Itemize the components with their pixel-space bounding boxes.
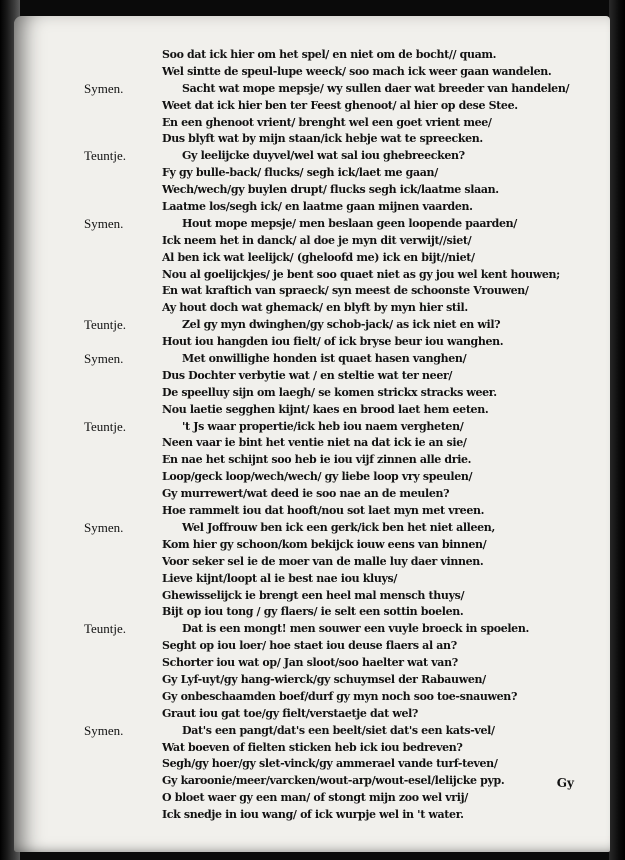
speaker-name: Teuntje. <box>84 418 127 434</box>
verse-text: Ghewisselijck ie brengt een heel mal mensch thuys/ <box>162 588 465 602</box>
verse-text: Neen vaar ie bint het ventie niet na dat ick ie an sie/ <box>162 436 467 450</box>
verse-text: Voor seker sel ie de moer van de malle luy daer vinnen. <box>162 554 484 568</box>
verse-line <box>14 688 610 705</box>
verse-line <box>14 130 610 147</box>
verse-text: Lieve kijnt/loopt al ie best nae iou kluys/ <box>162 571 398 585</box>
verse-text: Wel sintte de speul-lupe weeck/ soo mach ick weer gaan wandelen. <box>162 64 552 78</box>
verse-text: Sacht wat mope mepsje/ wy sullen daer wat breeder van handelen/ <box>182 81 570 95</box>
verse-line <box>14 536 610 553</box>
verse-text: Dat's een pangt/dat's een beelt/siet dat's een kats-vel/ <box>182 723 495 737</box>
verse-text: Kom hier gy schoon/kom bekijck iouw eens van binnen/ <box>162 537 487 551</box>
verse-line <box>14 147 610 164</box>
verse-line <box>14 114 610 131</box>
verse-text: En nae het schijnt soo heb ie iou vijf zinnen alle drie. <box>162 453 472 467</box>
verse-text: Al ben ick wat leelijck/ (gheloofd me) ick en bijt//niet/ <box>162 250 475 264</box>
verse-text: Gy onbeschaamden boef/durf gy myn noch soo toe-snauwen? <box>162 689 518 703</box>
verse-line <box>14 434 610 451</box>
verse-text: Wat boeven of fielten sticken heb ick iou bedreven? <box>162 740 463 754</box>
verse-text: Graut iou gat toe/gy fielt/verstaetje dat wel? <box>162 706 419 720</box>
verse-line <box>14 671 610 688</box>
verse-text: Gy Lyf-uyt/gy hang-wierck/gy schuymsel der Rabauwen/ <box>162 672 486 686</box>
verse-line <box>14 367 610 384</box>
speaker-name: Symen. <box>84 722 124 738</box>
verse-line <box>14 587 610 604</box>
verse-text: Schorter iou wat op/ Jan sloot/soo haelter wat van? <box>162 656 458 670</box>
verse-text: Gy karoonie/meer/varcken/wout-arp/wout-esel/lelijcke pyp. <box>162 774 505 788</box>
verse-line <box>14 282 610 299</box>
verse-line <box>14 299 610 316</box>
speaker-name: Teuntje. <box>84 148 127 164</box>
verse-line <box>14 333 610 350</box>
verse-line <box>14 553 610 570</box>
verse-text: Gy murrewert/wat deed ie soo nae an de meulen? <box>162 487 450 501</box>
verse-text: Hout iou hangden iou fielt/ of ick bryse beur iou wanghen. <box>162 335 504 349</box>
verse-line <box>14 722 610 739</box>
verse-text: Hout mope mepsje/ men beslaan geen loopende paarden/ <box>182 216 517 230</box>
verse-text: Laatme los/segh ick/ en laatme gaan mijnen vaarden. <box>162 200 473 214</box>
verse-line <box>14 755 610 772</box>
verse-line <box>14 620 610 637</box>
verse-line <box>14 789 610 806</box>
speaker-name: Teuntje. <box>84 621 127 637</box>
verse-line <box>14 316 610 333</box>
speaker-name: Teuntje. <box>84 317 127 333</box>
verse-text: Zel gy myn dwinghen/gy schob-jack/ as ick niet en wil? <box>182 318 501 332</box>
verse-line <box>14 164 610 181</box>
verse-line <box>14 46 610 63</box>
speaker-name: Symen. <box>84 351 124 367</box>
verse-line <box>14 350 610 367</box>
verse-line <box>14 63 610 80</box>
verse-text: Dus Dochter verbytie wat / en steltie wat ter neer/ <box>162 368 453 382</box>
verse-line <box>14 806 610 823</box>
verse-text: Hoe rammelt iou dat hooft/nou sot laet myn met vreen. <box>162 504 485 518</box>
verse-text: Met onwillighe honden ist quaet hasen vanghen/ <box>182 352 467 366</box>
verse-line <box>14 502 610 519</box>
book-page <box>14 16 610 852</box>
verse-text: O bloet waer gy een man/ of stongt mijn zoo wel vrij/ <box>162 791 468 805</box>
verse-line <box>14 705 610 722</box>
speaker-name: Symen. <box>84 519 124 535</box>
verse-text: De speelluy sijn om laegh/ se komen strickx stracks weer. <box>162 385 497 399</box>
verse-line <box>14 468 610 485</box>
verse-text: Bijt op iou tong / gy flaers/ ie selt een sottin boelen. <box>162 605 464 619</box>
verse-line <box>14 384 610 401</box>
verse-text: Weet dat ick hier ben ter Feest ghenoot/ al hier op dese Stee. <box>162 98 518 112</box>
page-edge-shadow <box>609 0 625 860</box>
verse-line <box>14 654 610 671</box>
verse-text: En een ghenoot vrient/ brenght wel een goet vrient mee/ <box>162 115 492 129</box>
verse-line <box>14 570 610 587</box>
verse-text: Gy leelijcke duyvel/wel wat sal iou ghebreecken? <box>182 149 465 163</box>
verse-text: Loop/geck loop/wech/wech/ gy liebe loop vry speulen/ <box>162 470 473 484</box>
verse-line <box>14 266 610 283</box>
speaker-name: Symen. <box>84 80 124 96</box>
verse-text: 't Js waar propertie/ick heb iou naem vergheten/ <box>182 419 464 433</box>
verse-text: Dus blyft wat by mijn staan/ick hebje wat te spreecken. <box>162 132 483 146</box>
verse-line <box>14 739 610 756</box>
verse-line <box>14 637 610 654</box>
verse-line <box>14 80 610 97</box>
verse-line <box>14 215 610 232</box>
verse-text: Fy gy bulle-back/ flucks/ segh ick/laet me gaan/ <box>162 166 438 180</box>
play-text <box>14 46 610 823</box>
verse-line <box>14 198 610 215</box>
verse-text: Nou al goelijckjes/ je bent soo quaet niet as gy jou wel kent houwen; <box>162 267 560 281</box>
verse-text: Soo dat ick hier om het spel/ en niet om de bocht// quam. <box>162 48 497 61</box>
verse-text: Seght op iou loer/ hoe staet iou deuse flaers al an? <box>162 639 457 653</box>
verse-line <box>14 232 610 249</box>
verse-line <box>14 97 610 114</box>
verse-line <box>14 418 610 435</box>
verse-text: En wat kraftich van spraeck/ syn meest de schoonste Vrouwen/ <box>162 284 529 298</box>
speaker-name: Symen. <box>84 215 124 231</box>
verse-line <box>14 485 610 502</box>
verse-line <box>14 772 610 789</box>
verse-text: Nou laetie segghen kijnt/ kaes en brood laet hem eeten. <box>162 402 489 416</box>
verse-text: Ay hout doch wat ghemack/ en blyft by myn hier stil. <box>162 301 468 315</box>
verse-line <box>14 401 610 418</box>
verse-text: Dat is een mongt! men souwer een vuyle broeck in spoelen. <box>182 622 529 636</box>
verse-line <box>14 249 610 266</box>
verse-text: Ick snedje in iou wang/ of ick wurpje wel in 't water. <box>162 808 464 822</box>
verse-line <box>14 603 610 620</box>
verse-line <box>14 519 610 536</box>
verse-text: Segh/gy hoer/gy slet-vinck/gy ammerael vande turf-teven/ <box>162 757 498 771</box>
verse-line <box>14 451 610 468</box>
catchword: Gy <box>556 776 574 790</box>
verse-text: Wech/wech/gy buylen drupt/ flucks segh ick/laatme slaan. <box>162 183 499 197</box>
verse-line <box>14 181 610 198</box>
verse-text: Ick neem het in danck/ al doe je myn dit verwijt//siet/ <box>162 233 472 247</box>
verse-text: Wel Joffrouw ben ick een gerk/ick ben het niet alleen, <box>182 520 495 534</box>
